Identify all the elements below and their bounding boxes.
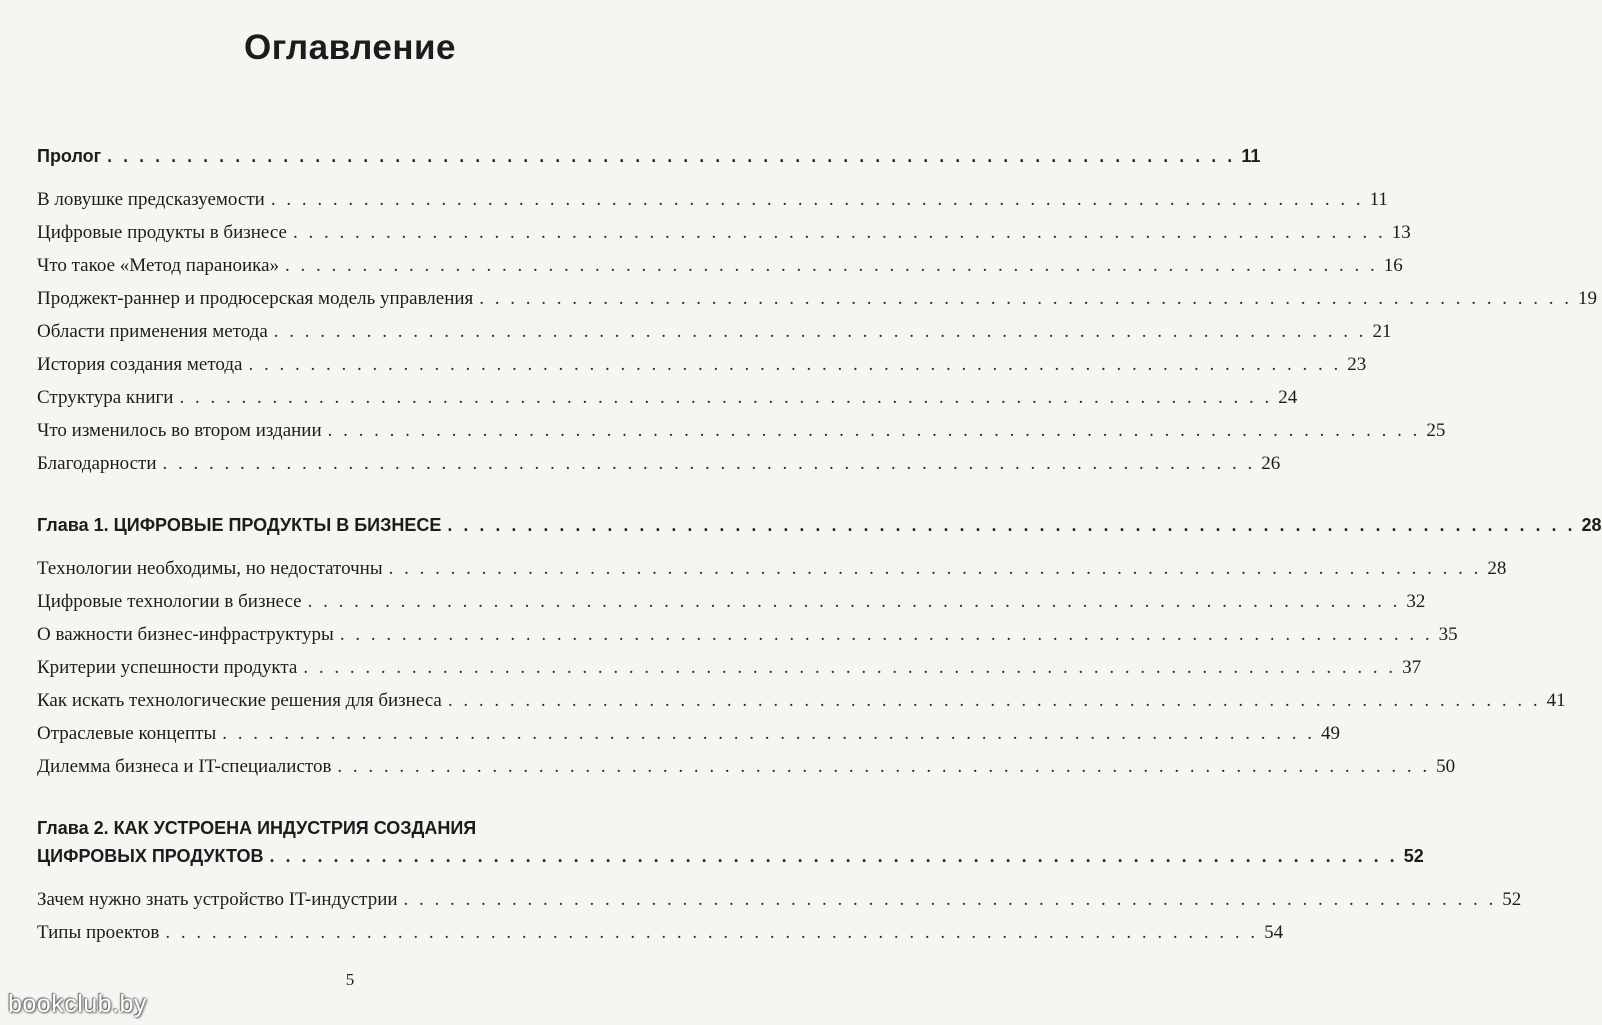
leader-dots: . . . . . . . . . . . . . . . . . . . . . . . . . . . . . . . . . . . . . . . . . . . . . . . . . . . . . . . . . . . . . . . . . . . . . . .: [165, 922, 1259, 943]
leader-dots: . . . . . . . . . . . . . . . . . . . . . . . . . . . . . . . . . . . . . . . . . . . . . . . . . . . . . . . . . . . . . . . . . . . . . . .: [285, 255, 1378, 276]
toc-page-number: 28: [1581, 515, 1602, 535]
toc-page-number: 49: [1320, 723, 1340, 744]
toc-entry[interactable]: [37, 756, 1456, 786]
toc-entry-label: Что изменилось во втором издании: [37, 420, 322, 441]
toc-page-number: 37: [1402, 657, 1422, 678]
leader-dots: . . . . . . . . . . . . . . . . . . . . . . . . . . . . . . . . . . . . . . . . . . . . . . . . . . . . . . . . . . . . . . . . . . . . . . .: [248, 354, 1342, 375]
toc-entry-label: ЦИФРОВЫХ ПРОДУКТОВ: [37, 846, 264, 866]
toc-entry[interactable]: [37, 723, 1340, 753]
toc-entry-label: Дилемма бизнеса и IT-специалистов: [37, 756, 332, 777]
toc-page-number: 16: [1383, 255, 1403, 276]
toc-entry-label: Области применения метода: [37, 321, 268, 342]
page-title: Оглавление: [243, 28, 457, 67]
leader-dots: . . . . . . . . . . . . . . . . . . . . . . . . . . . . . . . . . . . . . . . . . . . . . . . . . . . . . . . . . . . . . . . . . . . . . . .: [403, 889, 1497, 910]
toc-page-number: 32: [1406, 591, 1426, 612]
leader-dots: . . . . . . . . . . . . . . . . . . . . . . . . . . . . . . . . . . . . . . . . . . . . . . . . . . . . . . . . . . . . . . . . . . . . . . .: [273, 321, 1367, 342]
toc-entry[interactable]: [37, 387, 1298, 417]
leader-dots: . . . . . . . . . . . . . . . . . . . . . . . . . . . . . . . . . . . . . . . . . . . . . . . . . . . . . . . . . . . . . . . . . . . . . . .: [447, 690, 1541, 711]
toc-entry[interactable]: [37, 189, 1388, 219]
toc-page-number: 50: [1436, 756, 1456, 777]
leader-dots: . . . . . . . . . . . . . . . . . . . . . . . . . . . . . . . . . . . . . . . . . . . . . . . . . . . . . . . . . . . . . . . . . . . . . . .: [179, 387, 1273, 408]
toc-entry-label: Критерии успешности продукта: [37, 657, 298, 678]
leader-dots: . . . . . . . . . . . . . . . . . . . . . . . . . . . . . . . . . . . . . . . . . . . . . . . . . . . . . . . . . . . . . . . . . . . . . . .: [107, 146, 1236, 166]
leader-dots: . . . . . . . . . . . . . . . . . . . . . . . . . . . . . . . . . . . . . . . . . . . . . . . . . . . . . . . . . . . . . . . . . . . . . . .: [162, 453, 1256, 474]
toc-entry[interactable]: [37, 690, 1566, 720]
toc-chapter-1[interactable]: [37, 515, 1602, 545]
toc-entry[interactable]: [37, 354, 1367, 384]
toc-entry[interactable]: [37, 255, 1403, 285]
toc-entry-label: Технологии необходимы, но недостаточны: [37, 558, 383, 579]
toc-page-number: 54: [1264, 922, 1284, 943]
toc-entry[interactable]: [37, 591, 1426, 621]
toc-entry-label: Что такое «Метод параноика»: [37, 255, 280, 276]
toc-entry[interactable]: [37, 222, 1411, 252]
toc-entry[interactable]: [37, 558, 1507, 588]
toc-page-number: 35: [1438, 624, 1458, 645]
toc-entry-label: Типы проектов: [37, 922, 160, 943]
leader-dots: . . . . . . . . . . . . . . . . . . . . . . . . . . . . . . . . . . . . . . . . . . . . . . . . . . . . . . . . . . . . . . . . . . . . . . .: [327, 420, 1421, 441]
toc-entry[interactable]: [37, 922, 1284, 952]
leader-dots: . . . . . . . . . . . . . . . . . . . . . . . . . . . . . . . . . . . . . . . . . . . . . . . . . . . . . . . . . . . . . . . . . . . . . . .: [307, 591, 1401, 612]
toc-page-number: 28: [1487, 558, 1507, 579]
toc-page-number: 24: [1278, 387, 1298, 408]
toc-entry[interactable]: [37, 657, 1422, 687]
toc-entry[interactable]: [37, 288, 1598, 318]
toc-entry-label: Как искать технологические решения для бизнеса: [37, 690, 442, 711]
toc-entry[interactable]: [37, 453, 1281, 483]
toc-entry-label: Зачем нужно знать устройство IT-индустрии: [37, 889, 398, 910]
watermark: bookclub.by: [8, 990, 147, 1018]
toc-page-number: 41: [1546, 690, 1566, 711]
toc-page-number: 13: [1391, 222, 1411, 243]
toc-entry-label: Отраслевые концепты: [37, 723, 217, 744]
toc-entry-label: Цифровые продукты в бизнесе: [37, 222, 287, 243]
toc-chapter-2[interactable]: [37, 846, 1424, 876]
toc-page-number: 11: [1241, 146, 1261, 166]
toc-entry[interactable]: [37, 889, 1522, 919]
toc-page-number: 19: [1578, 288, 1598, 309]
toc-page-number: 23: [1347, 354, 1367, 375]
leader-dots: . . . . . . . . . . . . . . . . . . . . . . . . . . . . . . . . . . . . . . . . . . . . . . . . . . . . . . . . . . . . . . . . . . . . . . .: [222, 723, 1315, 744]
leader-dots: . . . . . . . . . . . . . . . . . . . . . . . . . . . . . . . . . . . . . . . . . . . . . . . . . . . . . . . . . . . . . . . . . . . . . . .: [270, 189, 1364, 210]
leader-dots: . . . . . . . . . . . . . . . . . . . . . . . . . . . . . . . . . . . . . . . . . . . . . . . . . . . . . . . . . . . . . . . . . . . . . . .: [303, 657, 1397, 678]
toc-entry-prolog[interactable]: [37, 146, 1261, 176]
toc-entry-label: Глава 1. ЦИФРОВЫЕ ПРОДУКТЫ В БИЗНЕСЕ: [37, 515, 442, 535]
page-number: 5: [345, 970, 355, 989]
toc-page-number: 11: [1369, 189, 1388, 210]
toc-entry-label: Проджект-раннер и продюсерская модель управления: [37, 288, 474, 309]
toc-entry-label: О важности бизнес-инфраструктуры: [37, 624, 334, 645]
leader-dots: . . . . . . . . . . . . . . . . . . . . . . . . . . . . . . . . . . . . . . . . . . . . . . . . . . . . . . . . . . . . . . . . . . . . . . .: [447, 515, 1576, 535]
toc-page-number: 52: [1403, 846, 1424, 866]
toc-entry[interactable]: [37, 420, 1446, 450]
toc-entry-label: Благодарности: [37, 453, 157, 474]
toc-entry-label: В ловушке предсказуемости: [37, 189, 265, 210]
toc-page-number: 21: [1372, 321, 1392, 342]
toc-entry-label: Структура книги: [37, 387, 174, 408]
toc-entry[interactable]: [37, 624, 1458, 654]
toc-entry-label: Цифровые технологии в бизнесе: [37, 591, 302, 612]
leader-dots: . . . . . . . . . . . . . . . . . . . . . . . . . . . . . . . . . . . . . . . . . . . . . . . . . . . . . . . . . . . . . . . . . . . . . . .: [337, 756, 1431, 777]
leader-dots: . . . . . . . . . . . . . . . . . . . . . . . . . . . . . . . . . . . . . . . . . . . . . . . . . . . . . . . . . . . . . . . . . . . . . . .: [479, 288, 1573, 309]
leader-dots: . . . . . . . . . . . . . . . . . . . . . . . . . . . . . . . . . . . . . . . . . . . . . . . . . . . . . . . . . . . . . . . . . . . . . . .: [339, 624, 1433, 645]
leader-dots: . . . . . . . . . . . . . . . . . . . . . . . . . . . . . . . . . . . . . . . . . . . . . . . . . . . . . . . . . . . . . . . . . . . . . . .: [388, 558, 1482, 579]
toc-entry[interactable]: [37, 321, 1392, 351]
toc-page-number: 52: [1502, 889, 1522, 910]
leader-dots: . . . . . . . . . . . . . . . . . . . . . . . . . . . . . . . . . . . . . . . . . . . . . . . . . . . . . . . . . . . . . . . . . . . . . . .: [292, 222, 1386, 243]
toc-entry-label: История создания метода: [37, 354, 243, 375]
toc-chapter-2-line1[interactable]: Глава 2. КАК УСТРОЕНА ИНДУСТРИЯ СОЗДАНИЯ: [37, 818, 477, 838]
toc-entry-label: Пролог: [37, 146, 102, 166]
leader-dots: . . . . . . . . . . . . . . . . . . . . . . . . . . . . . . . . . . . . . . . . . . . . . . . . . . . . . . . . . . . . . . . . . . . . . . .: [269, 846, 1398, 866]
toc-page-number: 26: [1261, 453, 1281, 474]
toc-page-number: 25: [1426, 420, 1446, 441]
